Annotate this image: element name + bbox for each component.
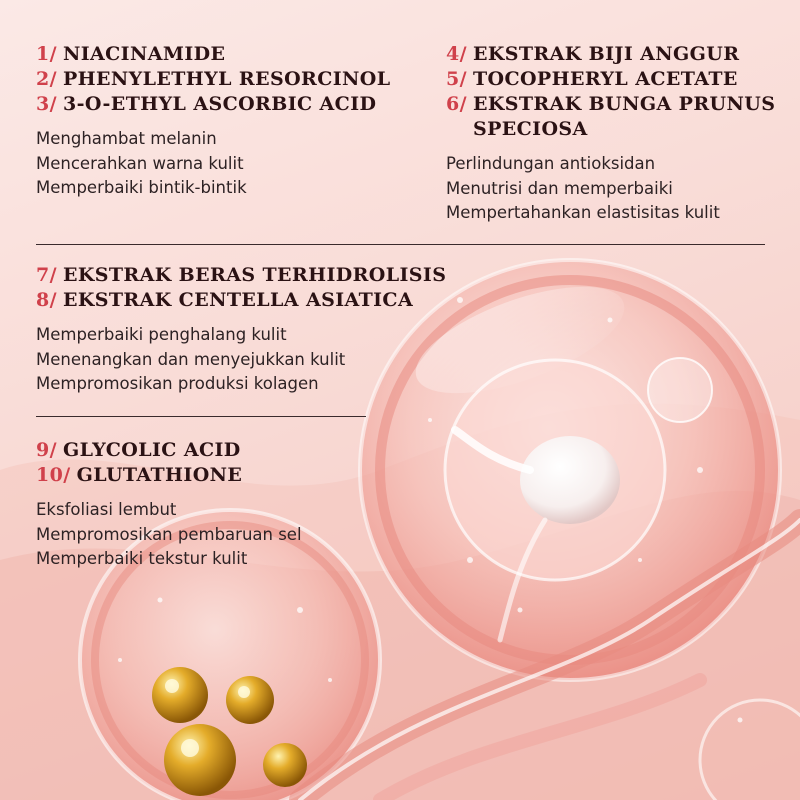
ingredient-heading: 4/ EKSTRAK BIJI ANGGUR [446, 43, 740, 65]
pearl-drop [520, 436, 620, 524]
ingredient-heading: 3/ 3-O-ETHYL ASCORBIC ACID [36, 93, 377, 115]
benefit-item: Mempromosikan pembaruan sel [36, 524, 302, 544]
ingredient-group-2 [446, 42, 786, 226]
ingredient-heading: 1/ NIACINAMIDE [36, 43, 226, 65]
ingredient-heading: 7/ EKSTRAK BERAS TERHIDROLISIS [36, 264, 447, 286]
benefit-list [36, 323, 446, 397]
benefit-item: Menghambat melanin [36, 129, 217, 148]
benefit-item: Perlindungan antioksidan [446, 154, 656, 173]
divider [36, 244, 765, 245]
ingredient-heading: 6/ EKSTRAK BUNGA PRUNUS SPECIOSA [446, 93, 776, 140]
benefit-item: Mempertahankan elastisitas kulit [446, 203, 720, 222]
benefit-item: Mencerahkan warna kulit [36, 153, 244, 173]
benefit-item: Mempromosikan produksi kolagen [36, 374, 319, 393]
ingredient-group-3 [36, 263, 446, 397]
ingredient-heading: 2/ PHENYLETHYL RESORCINOL [36, 68, 391, 90]
ingredient-heading: 9/ GLYCOLIC ACID [36, 439, 241, 461]
gold-capsule [164, 724, 236, 796]
gold-capsule [263, 743, 307, 787]
benefit-item: Eksfoliasi lembut [36, 500, 177, 519]
ingredient-group-4 [36, 438, 302, 572]
gold-capsule [226, 676, 274, 724]
divider [36, 416, 366, 417]
gold-capsule [152, 667, 208, 723]
benefit-item: Memperbaiki bintik-bintik [36, 178, 247, 197]
benefit-item: Menutrisi dan memperbaiki [446, 178, 673, 198]
ingredient-heading: 10/ GLUTATHIONE [36, 464, 243, 486]
benefit-list [36, 127, 391, 201]
benefit-item: Menenangkan dan menyejukkan kulit [36, 349, 346, 369]
benefit-item: Memperbaiki penghalang kulit [36, 325, 287, 344]
benefit-item: Memperbaiki tekstur kulit [36, 549, 248, 568]
benefit-list [36, 498, 302, 572]
ingredient-group-1 [36, 42, 391, 201]
ingredient-heading: 8/ EKSTRAK CENTELLA ASIATICA [36, 289, 414, 311]
ingredient-heading: 5/ TOCOPHERYL ACETATE [446, 68, 738, 90]
benefit-list [446, 152, 786, 226]
